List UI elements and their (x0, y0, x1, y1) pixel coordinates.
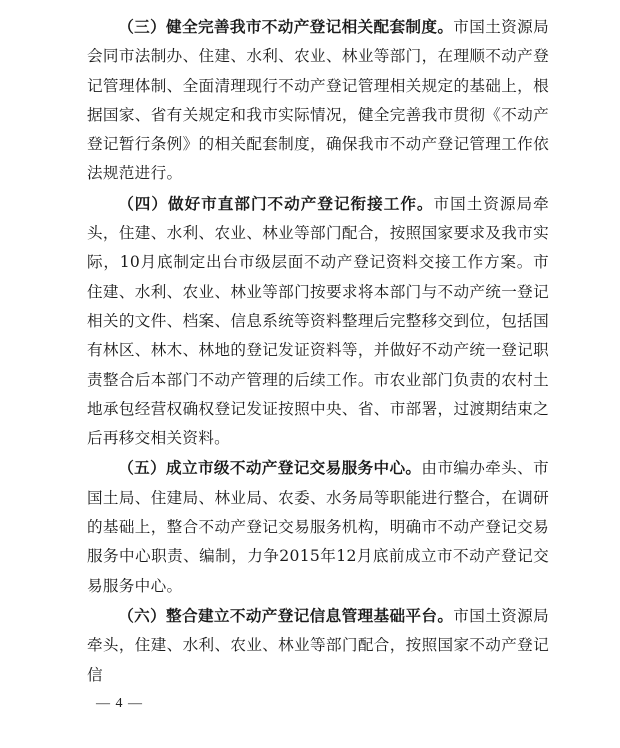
paragraph-body-4: 市国土资源局牵头，住建、水利、农业、林业等部门配合，按照国家要求及我市实际，10月底制定出台市级层面不动产登记资料交接工作方案。市住建、水利、农业、林业等部门按要求将本部门与不动产统一登记相关的文件、档案、信息系统等资料整理后完整移交到位，包括国有林区、林木、林地的登记发证资料等，并做好不动产统一登记职责整合后本部门不动产管理的后续工作。市农业部门负责的农村土地承包经营权确权登记发证按照中央、省、市部署，过渡期结束之后再移交相关资料。 (87, 194, 550, 448)
paragraph-4 (87, 189, 549, 454)
section-heading-6: （六）整合建立不动产登记信息管理基础平台。 (118, 605, 454, 625)
section-heading-4: （四）做好市直部门不动产登记衔接工作。 (118, 193, 434, 213)
page-number: — 4 — (96, 696, 143, 711)
section-heading-5: （五）成立市级不动产登记交易服务中心。 (118, 458, 422, 478)
paragraph-6 (87, 601, 549, 690)
paragraph-3 (87, 12, 549, 189)
paragraph-body-3: 市国土资源局会同市法制办、住建、水利、农业、林业等部门，在理顺不动产登记管理体制、全面清理现行不动产登记管理相关规定的基础上，根据国家、省有关规定和我市实际情况，健全完善我市贯彻《不动产登记暂行条例》的相关配套制度，确保我市不动产登记管理工作依法规范进行。 (87, 18, 549, 183)
paragraph-5 (87, 453, 549, 600)
paragraph-body-5: 由市编办牵头、市国土局、住建局、林业局、农委、水务局等职能进行整合，在调研的基础上，整合不动产登记交易服务机构，明确市不动产登记交易服务中心职责、编制，力争2015年12月底前成立市不动产登记交易服务中心。 (87, 459, 549, 595)
section-heading-3: （三）健全完善我市不动产登记相关配套制度。 (118, 17, 454, 36)
document-page (87, 12, 549, 690)
paragraph-body-6: 市国土资源局牵头，住建、水利、农业、林业等部门配合，按照国家不动产登记信 (87, 606, 549, 684)
